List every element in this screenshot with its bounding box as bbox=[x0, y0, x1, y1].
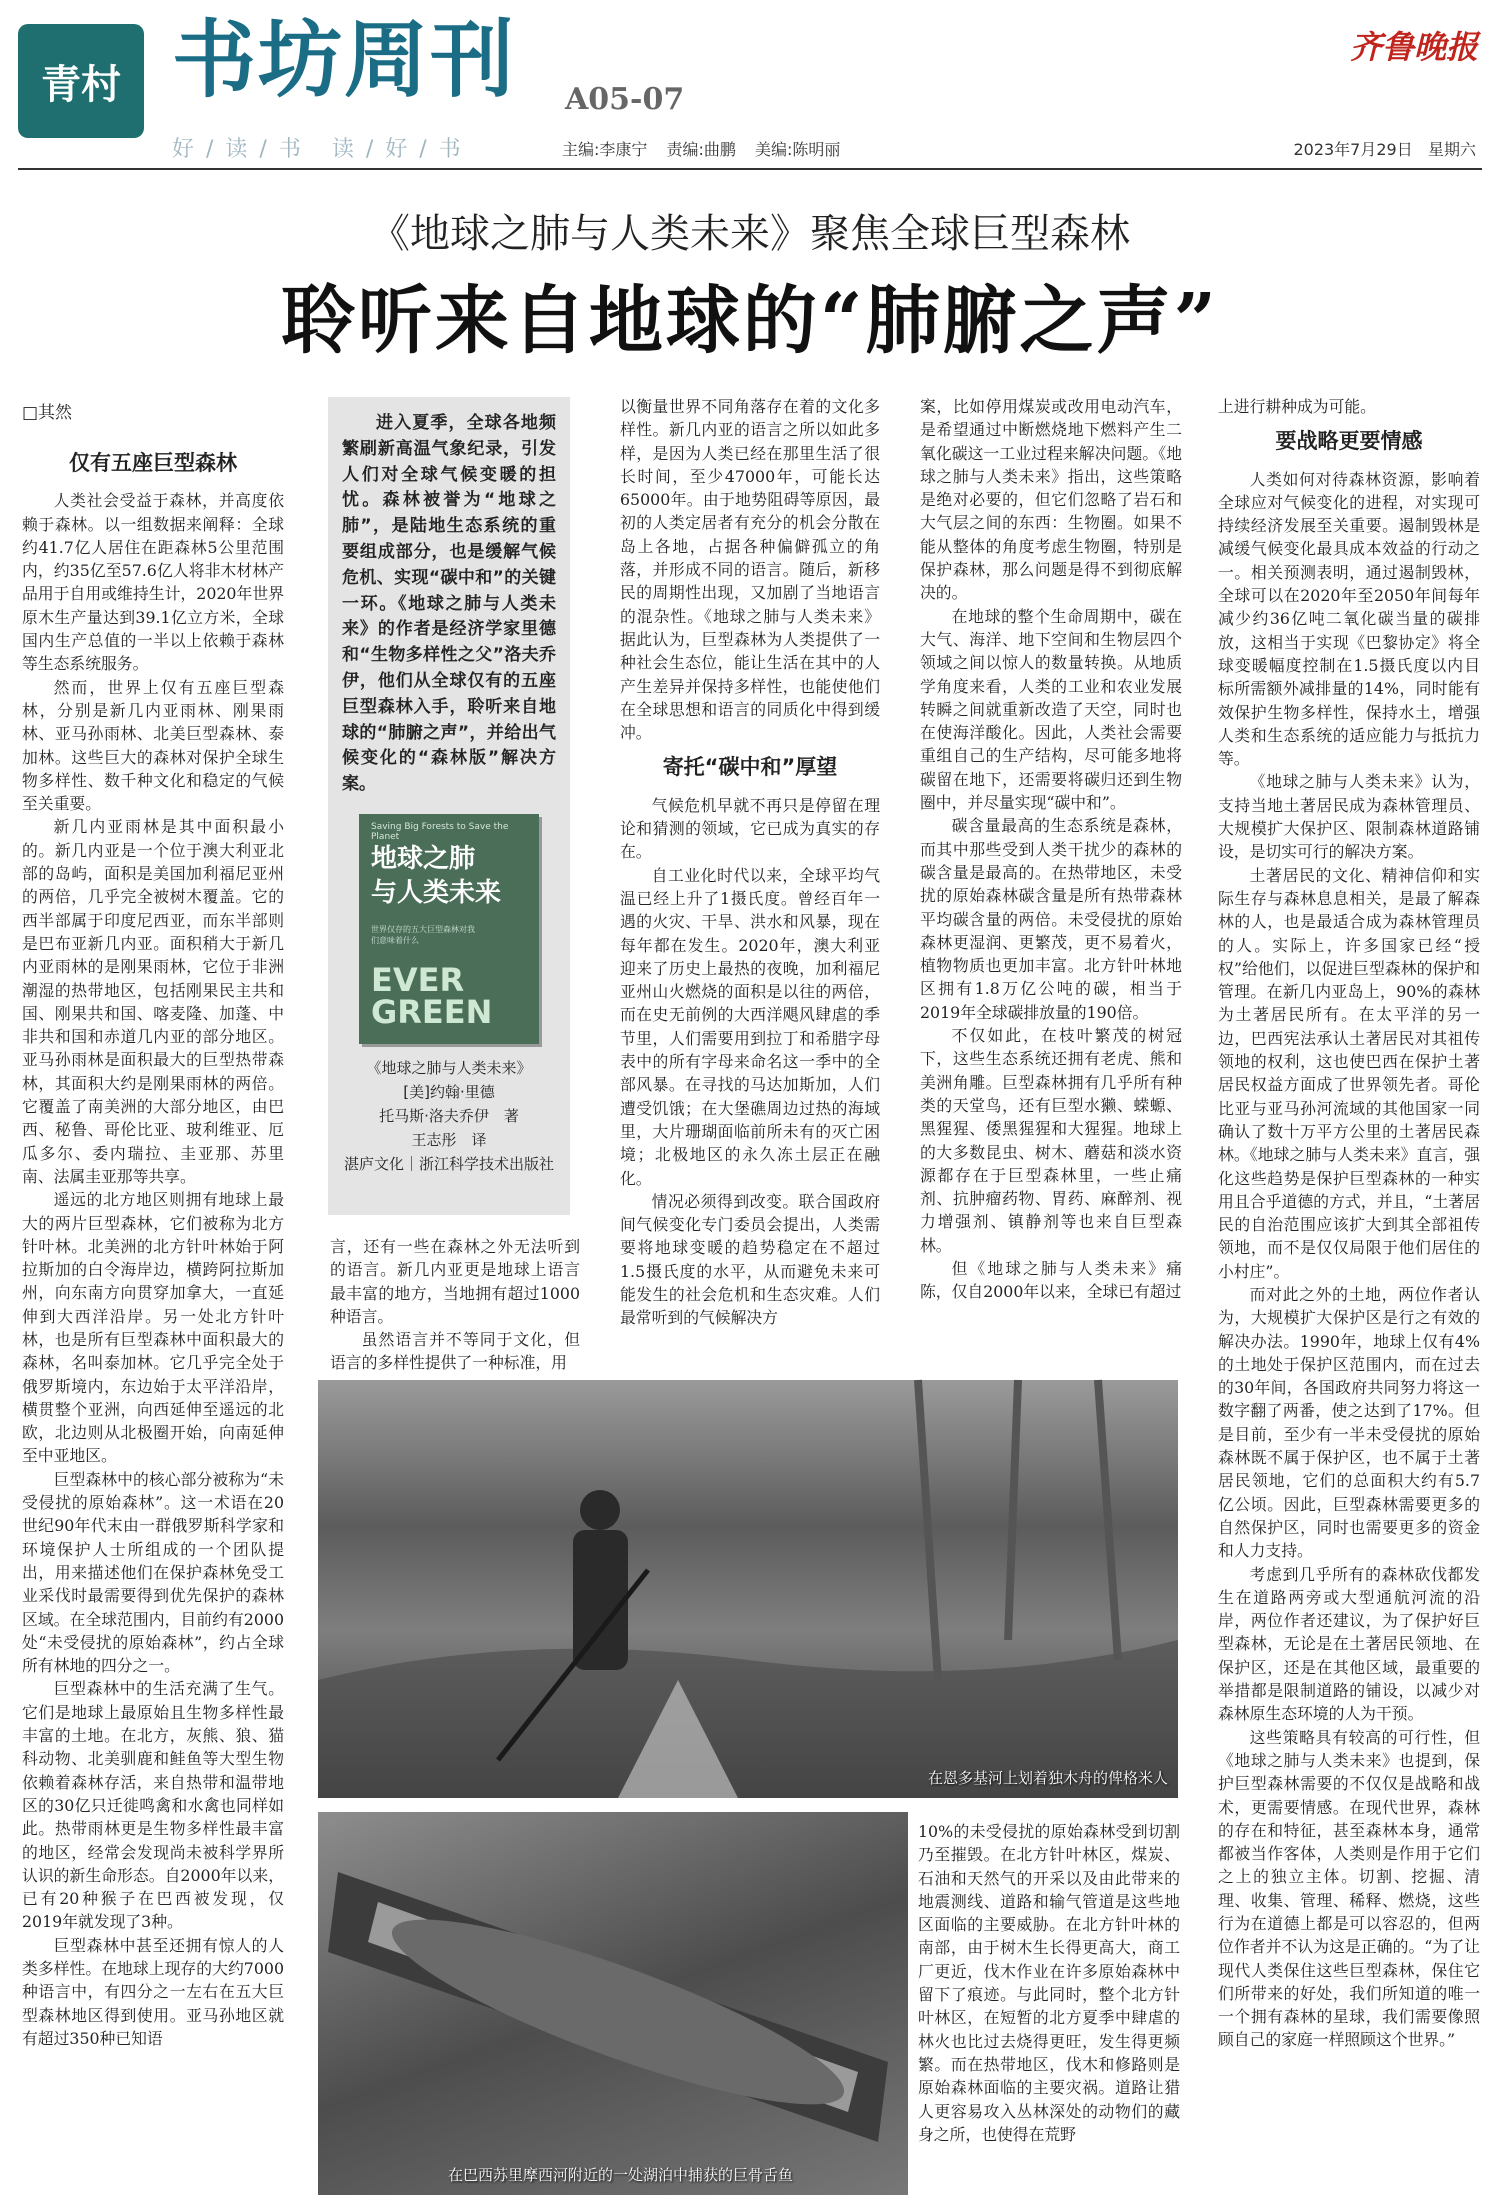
article-column-3 bbox=[620, 395, 880, 1328]
paragraph: 土著居民的文化、精神信仰和实际生存与森林息息相关，是最了解森林的人，也是最适合成为森林管理员的人。实际上，许多国家已经“授权”给他们，以促进巨型森林的保护和管理。在新几内亚岛上，90%的森林为土著居民所有。在太平洋的另一边，巴西宪法承认土著居民对其祖传领地的权利，这也使巴西在保护土著居民权益方面成了世界领先者。哥伦比亚与亚马孙河流域的其他国家一同确认了数十万平方公里的土著居民森林。《地球之肺与人类未来》直言，强化这些趋势是保护巨型森林的一种实用且合乎道德的方式，并且，“土著居民的自治范围应该扩大到其全部祖传领地，而不是仅仅局限于他们居住的小村庄”。 bbox=[1218, 865, 1480, 1281]
paragraph: 案，比如停用煤炭或改用电动汽车，是希望通过中断燃烧地下燃料产生二氧化碳这一工业过程来解决问题。《地球之肺与人类未来》指出，这些策略是绝对必要的，但它们忽略了岩石和大气层之间的东西：生物圈。如果不能从整体的角度考虑生物圈，特别是保护森林，那么问题是得不到彻底解决的。 bbox=[920, 397, 1182, 603]
photo-arapaima-image bbox=[318, 1812, 908, 2195]
chief-editor: 主编:李康宁 bbox=[562, 140, 648, 159]
paragraph: 巨型森林中甚至还拥有惊人的人类多样性。在地球上现存的大约7000种语言中，有四分之一左右在五大巨型森林地区得到使用。亚马孙地区就有超过350种已知语 bbox=[22, 1935, 284, 2048]
section-heading-1: 仅有五座巨型森林 bbox=[69, 451, 237, 475]
paragraph: 巨型森林中的核心部分被称为“未受侵扰的原始森林”。这一术语在20世纪90年代末由一群俄罗斯科学家和环境保护人士所组成的一个团队提出，用来描述他们在保护森林免受工业采伐时最需要得到优先保护的森林区域。在全球范围内，目前约有2000处“未受侵扰的原始森林”，约占全球所有林地的四分之一。 bbox=[22, 1469, 284, 1676]
paragraph: 新几内亚雨林是其中面积最小的。新几内亚是一个位于澳大利亚北部的岛屿，面积是美国加利福尼亚州的两倍，几乎完全被树木覆盖。它的西半部属于印度尼西亚，而东半部则是巴布亚新几内亚。面积稍大于新几内亚雨林的是刚果雨林，它位于非洲潮湿的热带地区，包括刚果民主共和国、刚果共和国、喀麦隆、加蓬、中非共和国和赤道几内亚的部分地区。亚马孙雨林是面积最大的巨型热带森林，其面积大约是刚果雨林的两倍。它覆盖了南美洲的大部分地区，由巴西、秘鲁、哥伦比亚、玻利维亚、厄瓜多尔、委内瑞拉、圭亚那、苏里南、法属圭亚那等共享。 bbox=[22, 817, 284, 1186]
paragraph: 这些策略具有较高的可行性，但《地球之肺与人类未来》也提到，保护巨型森林需要的不仅仅是战略和战术，更需要情感。在现代世界，森林的存在和特征，甚至森林本身，通常都被当作客体，人类则是作用于它们之上的独立主体。切割、挖掘、清理、收集、管理、稀释、燃烧，这些行为在道德上都是可以容忍的，但两位作者并不认为这是正确的。“为了让现代人类保住这些巨型森林，保住它们所带来的好处，我们所知道的唯一一个拥有森林的星球，我们需要像照顾自己的家庭一样照顾这个世界。” bbox=[1218, 1727, 1480, 2050]
section-title: 书坊周刊 bbox=[172, 11, 517, 109]
article-column-1 bbox=[22, 440, 284, 2195]
art-editor: 美编:陈明丽 bbox=[755, 140, 841, 159]
article-column-4 bbox=[920, 395, 1182, 1355]
newspaper-name: 齐鲁晚报 bbox=[1349, 28, 1478, 66]
paragraph: 虽然语言并不等同于文化，但语言的多样性提供了一种标准，用 bbox=[330, 1330, 580, 1373]
article-headline: 聆听来自地球的“肺腑之声” bbox=[280, 278, 1220, 364]
paragraph: 10%的未受侵扰的原始森林受到切割乃至摧毁。在北方针叶林区，煤炭、石油和天然气的开采以及由此带来的地震测线、道路和输气管道是这些地区面临的主要威胁。在北方针叶林的南部，由于树木生长得更高大，商工厂更近，伐木作业在许多原始森林中留下了痕迹。与此同时，整个北方针叶林区，在短暂的北方夏季中肆虐的林火也比过去烧得更旺，发生得更频繁。而在热带地区，伐木和修路则是原始森林面临的主要灾祸。道路让猎人更容易攻入丛林深处的动物们的藏身之所，也使得在荒野 bbox=[918, 1822, 1180, 2144]
article-column-2-lower bbox=[330, 1235, 580, 1373]
masthead-divider bbox=[18, 168, 1482, 170]
paragraph: 巨型森林中的生活充满了生气。它们是地球上最原始且生物多样性最丰富的土地。在北方，灰熊、狼、猫科动物、北美驯鹿和鲑鱼等大型生物依赖着森林存活，来自热带和温带地区的30亿只迁徙鸣禽和水禽也同样如此。热带雨林更是生物多样性最丰富的地区，经常会发现尚未被科学界所认识的新生命形态。自2000年以来，已有20种猴子在巴西被发现，仅2019年就发现了3种。 bbox=[22, 1679, 284, 1932]
responsible-editor: 责编:曲鹏 bbox=[666, 140, 736, 159]
paragraph: 自工业化时代以来，全球平均气温已经上升了1摄氏度。曾经百年一遇的火灾、干旱、洪水和风暴，现在每年都在发生。2020年，澳大利亚迎来了历史上最热的夜晚，加利福尼亚州山火燃烧的面积是以往的两倍，而在史无前例的大西洋飓风肆虐的季节里，人们需要用到拉丁和希腊字母表中的所有字母来命名这一季中的全部风暴。在寻找的马达加斯加，人们遭受饥饿；在大堡礁周边过热的海域里，大片珊瑚面临前所未有的灭亡困境；北极地区的永久冻土层正在融化。 bbox=[620, 865, 880, 1188]
paragraph: 在地球的整个生命周期中，碳在大气、海洋、地下空间和生物层四个领域之间以惊人的数量转换。从地质学角度来看，人类的工业和农业发展转瞬之间就重新改造了天空，同时也在使海洋酸化。因此，人类社会需要重组自己的生产结构，尽可能多地将碳留在地下，还需要将碳归还到生物圈中，并尽量实现“碳中和”。 bbox=[920, 606, 1182, 813]
book-cover-blurb: 世界仅存的五大巨型森林对我们意味着什么 bbox=[371, 924, 475, 945]
paragraph: 人类如何对待森林资源，影响着全球应对气候变化的进程，对实现可持续经济发展至关重要。遏制毁林是减缓气候变化最具成本效益的行动之一。相关预测表明，通过遏制毁林，全球可以在2020年至2050年间每年减少约36亿吨二氧化碳当量的碳排放，这相当于实现《巴黎协定》将全球变暖幅度控制在1.5摄氏度以内目标所需额外减排量的14%，同时能有效保护生物多样性，保持水土，增强人类和生态系统的适应能力与抵抗力等。 bbox=[1218, 469, 1480, 769]
paragraph: 以衡量世界不同角落存在着的文化多样性。新几内亚的语言之所以如此多样，是因为人类已经在那里生活了很长时间，至少47000年，可能长达65000年。由于地势阻碍等原因，最初的人类定居者有充分的机会分散在岛上各地，占据各种偏僻孤立的角落，并形成不同的语言。随后，新移民的周期性出现，又加剧了当地语言的混杂性。《地球之肺与人类未来》据此认为，巨型森林为人类提供了一种社会生态位，能让生活在其中的人产生差异并保持多样性，也能使他们在全球思想和语言的同质化中得到缓冲。 bbox=[620, 397, 880, 743]
book-info bbox=[342, 1056, 556, 1176]
section-logo bbox=[18, 24, 144, 138]
paragraph: 碳含量最高的生态系统是森林，而其中那些受到人类干扰少的森林的碳含量是最高的。在热带地区，未受扰的原始森林碳含量是所有热带森林平均碳含量的两倍。未受侵扰的原始森林更湿润、更繁茂，更不易着火，植物物质也更加丰富。北方针叶林地区拥有1.8万亿公吨的碳，相当于2019年全球碳排放量的190倍。 bbox=[920, 816, 1182, 1022]
intro-box bbox=[328, 397, 570, 1215]
section-heading-2: 寄托“碳中和”厚望 bbox=[662, 755, 838, 780]
issue-weekday: 星期六 bbox=[1427, 140, 1476, 159]
article-column-5 bbox=[1218, 395, 1480, 2195]
paragraph: 不仅如此，在枝叶繁茂的树冠下，这些生态系统还拥有老虎、熊和美洲角雕。巨型森林拥有几乎所有种类的天堂鸟，还有巨型水獭、蝾螈、黑猩猩、倭黑猩猩和大猩猩。地球上的大多数昆虫、树木、蘑菇和淡水资源都存在于巨型森林里，一些止痛剂、抗肿瘤药物、胃药、麻醉剂、视力增强剂、镇静剂等也来自巨型森林。 bbox=[920, 1026, 1182, 1255]
paragraph: 人类社会受益于森林，并高度依赖于森林。以一组数据来阐释：全球约41.7亿人居住在距森林5公里范围内，约35亿至57.6亿人将非木材林产品用于自用或维持生计，2020年世界原木生产量达到39.1亿立方米，全球国内生产总值的一半以上依赖于森林等生态系统服务。 bbox=[22, 491, 284, 674]
book-cover bbox=[359, 814, 539, 1044]
book-publisher: 湛庐文化｜浙江科学技术出版社 bbox=[343, 1154, 554, 1173]
paragraph: 言，还有一些在森林之外无法听到的语言。新几内亚更是地球上语言最丰富的地方，当地拥有超过1000种语言。 bbox=[330, 1237, 580, 1326]
section-heading-3: 要战略更要情感 bbox=[1275, 429, 1423, 454]
book-cover-english: EVER GREEN bbox=[371, 960, 493, 1031]
intro-text: 进入夏季，全球各地频繁刷新高温气象纪录，引发人们对全球气候变暖的担忧。森林被誉为“地球之肺”，是陆地生态系统的重要组成部分，也是缓解气候危机、实现“碳中和”的关键一环。《地球之肺与人类未来》的作者是经济学家里德和“生物多样性之父”洛夫乔伊，他们从全球仅有的五座巨型森林入手，聆听来自地球的“肺腑之声”，并给出气候变化的“森林版”解决方案。 bbox=[342, 413, 557, 795]
photo-canoe bbox=[318, 1380, 1178, 1798]
page-code: A05-07 bbox=[565, 82, 685, 117]
issue-date: 2023年7月29日 bbox=[1293, 140, 1413, 159]
book-author: [美]约翰·里德 bbox=[403, 1082, 495, 1101]
book-translator: 王志彤 译 bbox=[411, 1130, 487, 1149]
book-cover-title bbox=[371, 842, 501, 910]
photo-canoe-image bbox=[318, 1380, 1178, 1798]
book-title: 《地球之肺与人类未来》 bbox=[366, 1058, 532, 1077]
book-cover-title-line: 地球之肺 bbox=[371, 843, 476, 874]
dateline bbox=[1293, 137, 1476, 160]
paragraph: 然而，世界上仅有五座巨型森林，分别是新几内亚雨林、刚果雨林、亚马孙雨林、北美巨型森林、泰加林。这些巨大的森林对保护全球生物多样性、数千种文化和稳定的气候至关重要。 bbox=[22, 677, 284, 814]
paragraph: 《地球之肺与人类未来》认为，支持当地土著居民成为森林管理员、大规模扩大保护区、限制森林道路铺设，是切实可行的解决方案。 bbox=[1218, 772, 1480, 862]
editor-credits bbox=[562, 137, 854, 160]
paragraph: 而对此之外的土地，两位作者认为，大规模扩大保护区是行之有效的解决办法。1990年，地球上仅有4%的土地处于保护区范围内，而在过去的30年间，各国政府共同努力将这一数字翻了两番，使之达到了17%。但是目前，至少有一半未受侵扰的原始森林既不属于保护区，也不属于土著居民领地，它们的总面积大约有5.7亿公顷。因此，巨型森林需要更多的自然保护区，同时也需要更多的资金和人力支持。 bbox=[1218, 1284, 1480, 1561]
paragraph: 遥远的北方地区则拥有地球上最大的两片巨型森林，它们被称为北方针叶林。北美洲的北方针叶林始于阿拉斯加的白令海岸边，横跨阿拉斯加州，向东南方向贯穿加拿大，一直延伸到大西洋沿岸。另一处北方针叶林，也是所有巨型森林中面积最大的森林，名叫泰加林。它几乎完全处于俄罗斯境内，东边始于太平洋沿岸，横贯整个亚洲，向西延伸至遥远的北欧，北边则从北极圈开始，向南延伸至中亚地区。 bbox=[22, 1190, 284, 1466]
book-author: 托马斯·洛夫乔伊 著 bbox=[379, 1106, 519, 1125]
paragraph: 气候危机早就不再只是停留在理论和猜测的领域，它已成为真实的存在。 bbox=[620, 795, 880, 862]
paragraph: 情况必须得到改变。联合国政府间气候变化专门委员会提出，人类需要将地球变暖的趋势稳定在不超过1.5摄氏度的水平，从而避免未来可能发生的社会危机和生态灾难。人们最常听到的气候解决方 bbox=[620, 1191, 880, 1328]
book-cover-title-line: 与人类未来 bbox=[371, 877, 502, 908]
article-column-4-lower bbox=[918, 1820, 1180, 2195]
photo-canoe-caption: 在恩多基河上划着独木舟的俾格米人 bbox=[927, 1769, 1168, 1787]
photo-arapaima bbox=[318, 1812, 908, 2195]
article-byline: □其然 bbox=[22, 403, 73, 423]
photo-arapaima-caption: 在巴西苏里摩西河附近的一处湖泊中捕获的巨骨舌鱼 bbox=[448, 2166, 794, 2184]
book-cover-subtitle: Saving Big Forests to Save the Planet bbox=[371, 821, 509, 842]
paragraph: 上进行耕种成为可能。 bbox=[1218, 397, 1376, 416]
paragraph: 考虑到几乎所有的森林砍伐都发生在道路两旁或大型通航河流的沿岸，两位作者还建议，为了保护好巨型森林，无论是在土著居民领地、在保护区，还是在其他区域，最重要的举措都是限制道路的铺设，以减少对森林原生态环境的人为干预。 bbox=[1218, 1564, 1480, 1724]
paragraph: 但《地球之肺与人类未来》痛陈，仅自2000年以来，全球已有超过 bbox=[920, 1258, 1182, 1302]
article-kicker: 《地球之肺与人类未来》聚焦全球巨型森林 bbox=[370, 211, 1130, 257]
section-slogan: 好/读/书 读/好/书 bbox=[172, 137, 473, 162]
section-logo-text: 青村 bbox=[41, 61, 121, 108]
